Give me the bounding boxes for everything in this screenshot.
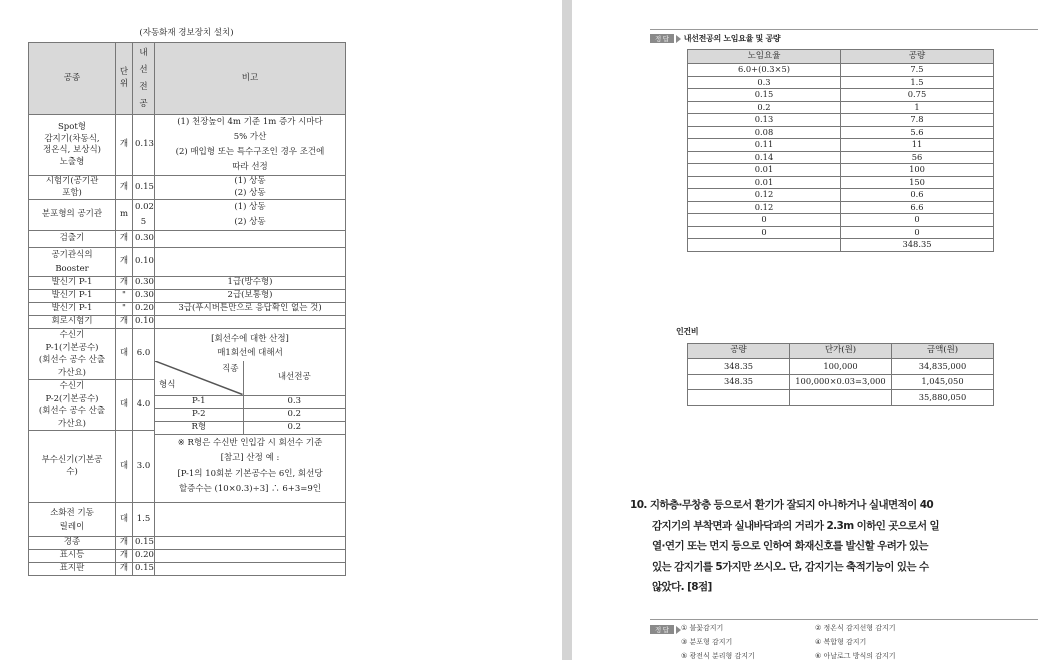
labor-quantity-cell: 1 (841, 101, 994, 114)
labor-quantity-cell: 0.75 (841, 89, 994, 102)
question-10: 10. 지하층·무창층 등으로서 환기가 잘되지 아니하거나 실내면적이 40 감지기의 부착면과 실내바닥과의 거리가 2.3m 이하인 곳으로서 일 열·연기 또는 먼지 등으로 인하여 화재신호를 발신할 우려가 있는 있는 감지기를 5가지만 쓰시오. 단, 감지기는 축적기능이 있는 수 않았다. [8점] (630, 499, 940, 593)
answer-divider (650, 619, 1038, 620)
table-row (688, 239, 994, 252)
labor-quantity-cell: 0 (841, 226, 994, 239)
table-row (688, 151, 994, 164)
table-row: 표시등 개 0.20 (29, 550, 346, 563)
unit-price-cell: 100,000×0.03=3,000 (790, 374, 892, 390)
table-row: 시험기(공기관 포함) 개 0.15 (1) 상동 (2) 상동 (29, 176, 346, 200)
table-row: 분포형의 공기관 m 0.02 5 (1) 상동 (2) 상동 (29, 200, 346, 231)
wage-rate-cell: 0.01 (688, 164, 841, 177)
quantity-cell: 348.35 (688, 359, 790, 375)
table-row: 소화전 기동 릴레이 대 1.5 (29, 503, 346, 537)
table-row: 발신기 P-1 " 0.20 3급(푸시버튼만으로 응답확인 없는 것) (29, 303, 346, 316)
header-work-type: 공종 (29, 43, 116, 115)
wage-rate-cell: 0 (688, 226, 841, 239)
wage-rate-cell: 0.13 (688, 114, 841, 127)
table-row (688, 89, 994, 102)
labor-quantity-cell: 1.5 (841, 76, 994, 89)
labor-quantity-cell: 11 (841, 139, 994, 152)
table-row (688, 359, 994, 375)
table-row (688, 226, 994, 239)
quantity-cell: 348.35 (688, 374, 790, 390)
labor-quantity-cell: 348.35 (841, 239, 994, 252)
section2-heading: 인건비 (676, 327, 699, 336)
wage-rate-cell (688, 239, 841, 252)
table-row (688, 390, 994, 406)
table-row: Spot형 감지기(차동식, 정온식, 보상식) 노출형 개 0.13 (1) 천장높이 4m 기준 1m 증가 시마다 5% 가산 (2) 매입형 또는 특수구조인 경우 조건에 따라 선정 (29, 115, 346, 176)
table-row: 경종 개 0.15 (29, 537, 346, 550)
labor-quantity-cell: 7.5 (841, 64, 994, 77)
wage-rate-cell: 0.14 (688, 151, 841, 164)
wage-rate-cell: 0.11 (688, 139, 841, 152)
section1-heading: 정 답 내선전공의 노임요율 및 공량 (650, 33, 780, 44)
list-item: ⑤ 광전식 분리형 감지기 ⑥ 아날로그 방식의 감지기 (681, 652, 896, 660)
labor-quantity-cell: 6.6 (841, 201, 994, 214)
page-gutter (562, 0, 572, 660)
right-page (572, 0, 1038, 660)
labor-quantity-cell: 0.6 (841, 189, 994, 202)
amount-cell: 35,880,050 (892, 390, 994, 406)
table-row: 발신기 P-1 개 0.30 1급(방수형) (29, 277, 346, 290)
table-caption: (자동화재 경보장치 설치) (139, 28, 234, 38)
labor-quantity-cell: 5.6 (841, 126, 994, 139)
diagonal-header-cell: 직종 형식 (155, 361, 243, 395)
circuit-count-note: [회선수에 대한 산정] 매1회선에 대해서 직종 형식 내선전공 P-1 0.3 P-2 0.2 R형 0.2 ※ R형은 수신반 인입감 시 회선수 기준 [참고] 산정 예 : [P-1의 10회분 기본공수는 6인, 회선당 할증수는 (10×0.3)÷3] ∴ 6+3=9인 (155, 329, 346, 503)
table-row (688, 114, 994, 127)
table-row (688, 76, 994, 89)
table-row (688, 176, 994, 189)
table-row (688, 214, 994, 227)
labor-quantity-cell: 100 (841, 164, 994, 177)
wage-rate-cell: 0 (688, 214, 841, 227)
unit-price-cell (790, 390, 892, 406)
table-row (688, 64, 994, 77)
table-row: 표지판 개 0.15 (29, 563, 346, 576)
section-divider (650, 29, 1038, 30)
header-unit: 단 위 (116, 43, 133, 115)
answer-badge: 정 답 (650, 34, 674, 43)
wage-rate-cell: 0.12 (688, 201, 841, 214)
circuit-count-table: 직종 형식 내선전공 P-1 0.3 P-2 0.2 R형 0.2 (155, 361, 345, 435)
labor-quantity-cell: 150 (841, 176, 994, 189)
labor-quantity-cell: 7.8 (841, 114, 994, 127)
table-row: 검출기 개 0.30 (29, 231, 346, 248)
labor-standard-table (28, 42, 346, 576)
table-row: 부수신기(기본공 수) 대 3.0 (29, 431, 346, 503)
table-row: 회로시험기 개 0.10 (29, 316, 346, 329)
quantity-cell (688, 390, 790, 406)
wage-rate-table: 노임요율 공량 6.0+(0.3×5) 7.5 0.3 1.5 0.15 0.75 0.2 1 0.13 7.8 0.08 5.6 0.11 11 0.14 56 0.01 100 0.01 150 0.12 0.6 0.12 6.6 0 0 0 0 348.35 (687, 49, 994, 252)
list-item: ③ 분포형 감지기 ④ 복합형 감지기 (681, 638, 867, 646)
header-remarks: 비고 (155, 43, 346, 115)
table-row: 공기관식의 Booster 개 0.10 (29, 248, 346, 277)
list-item: ① 불꽃감지기 ② 정온식 감지선형 감지기 (681, 624, 896, 632)
labor-quantity-cell: 0 (841, 214, 994, 227)
wage-rate-cell: 0.08 (688, 126, 841, 139)
labor-cost-table-body (688, 359, 994, 406)
wage-rate-cell: 0.01 (688, 176, 841, 189)
amount-cell: 1,045,050 (892, 374, 994, 390)
badge-arrow-icon (676, 35, 681, 43)
table-row (688, 201, 994, 214)
table-row (688, 126, 994, 139)
table-row (688, 189, 994, 202)
table-row (688, 139, 994, 152)
wage-rate-cell: 0.3 (688, 76, 841, 89)
labor-quantity-cell: 56 (841, 151, 994, 164)
wage-rate-table-body (688, 64, 994, 252)
table-row (688, 164, 994, 177)
table-row: 수신기 P-1(기본공수) (회선수 공수 산출 가산요) 대 6.0 [회선수에 대한 산정] 매1회선에 대해서 직종 형식 내선전공 P-1 0.3 P-2 0.2 R형 0.2 ※ R형은 수신반 인입감 시 회선수 기준 [참고] 산정 예 : [P-1의 10회분 기본공수는 6인, 회선당 할증수는 (10×0.3)÷3] ∴ 6+3=9인 (29, 329, 346, 380)
table-row: 발신기 P-1 " 0.30 2급(보통형) (29, 290, 346, 303)
wage-rate-cell: 0.15 (688, 89, 841, 102)
answer-badge: 정 답 (650, 625, 674, 634)
table-row (688, 374, 994, 390)
labor-cost-table: 공량 단가(원) 금액(원) 348.35 100,000 34,835,000 348.35 100,000×0.03=3,000 1,045,050 35,880,050 (687, 343, 994, 406)
wage-rate-cell: 0.12 (688, 189, 841, 202)
wage-rate-cell: 6.0+(0.3×5) (688, 64, 841, 77)
answer-list (650, 621, 896, 660)
amount-cell: 34,835,000 (892, 359, 994, 375)
table-row (688, 101, 994, 114)
wage-rate-cell: 0.2 (688, 101, 841, 114)
table-row: 수신기 P-2(기본공수) (회선수 공수 산출 가산요) 대 4.0 (29, 380, 346, 431)
unit-price-cell: 100,000 (790, 359, 892, 375)
header-labor: 내 선 전 공 (133, 43, 155, 115)
